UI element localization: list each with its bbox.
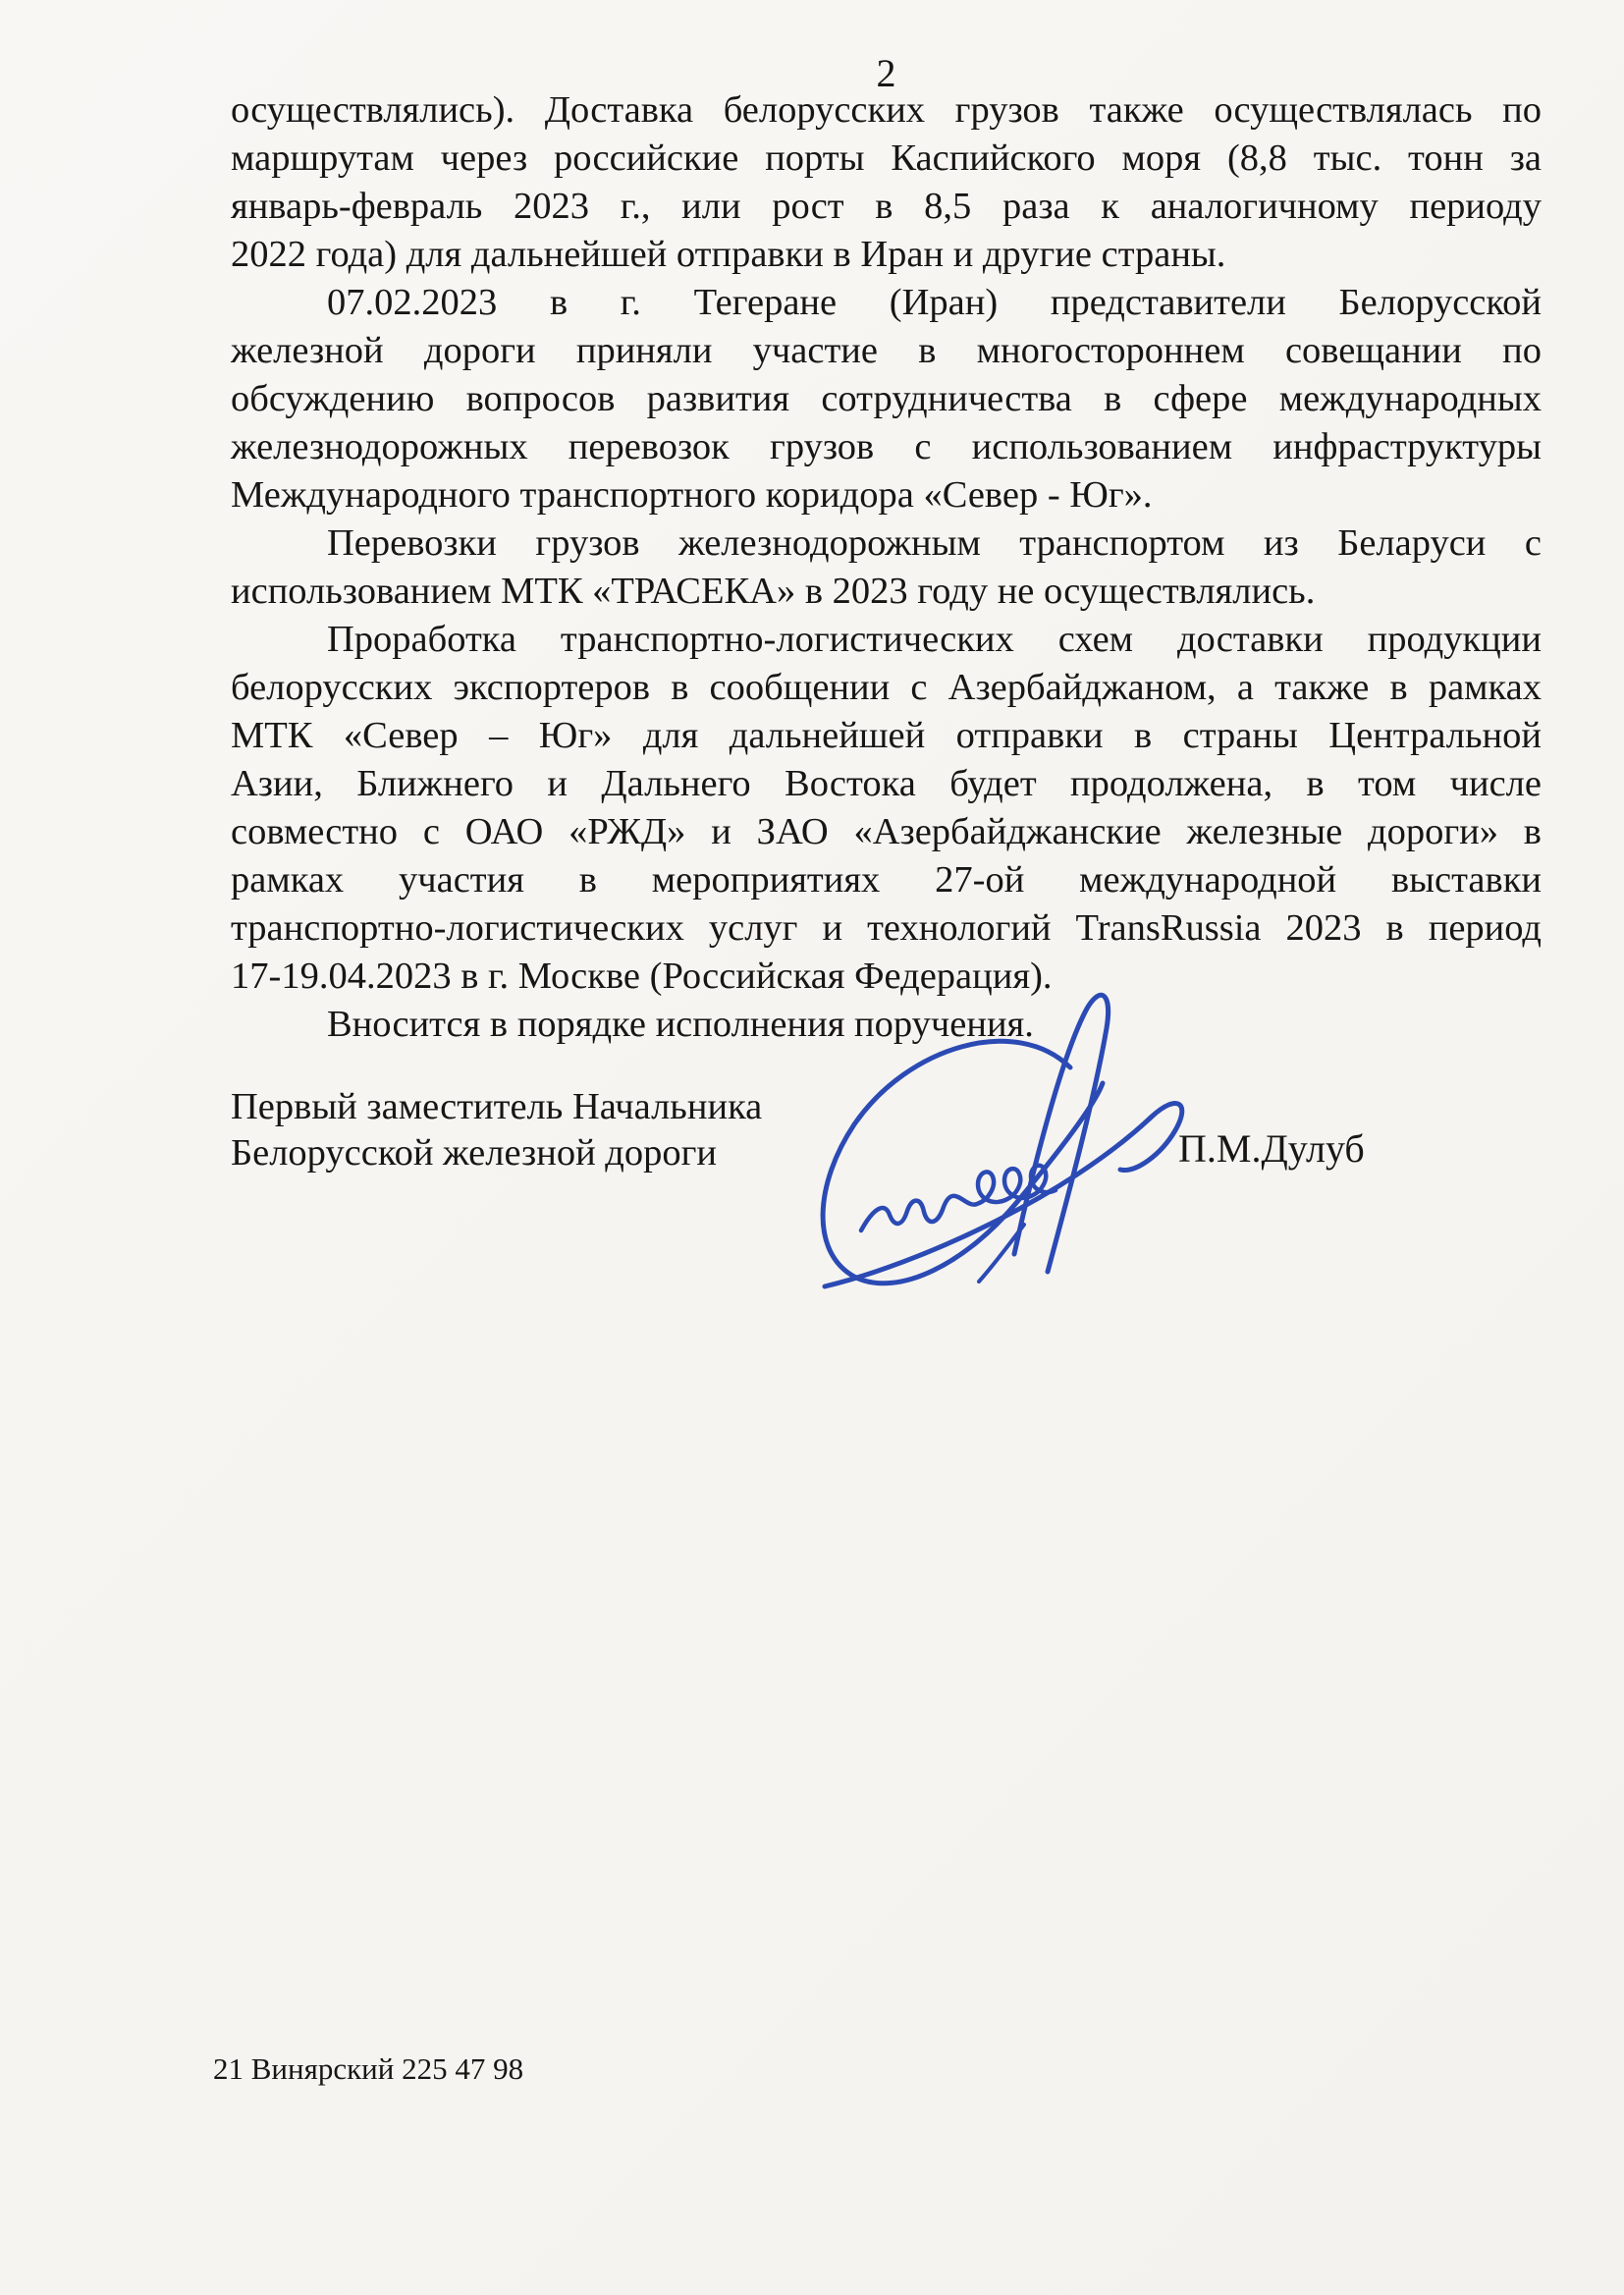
text-line: совместно с ОАО «РЖД» и ЗАО «Азербайджанские железные дороги» в [231, 811, 1542, 852]
signer-position-line-2: Белорусской железной дороги [231, 1132, 718, 1174]
text-line: Международного транспортного коридора «Север - Юг». [231, 474, 1153, 516]
text-line: железной дороги приняли участие в многостороннем совещании по [231, 330, 1542, 371]
text-line: 07.02.2023 в г. Тегеране (Иран) представители Белорусской [327, 282, 1542, 323]
text-line: Азии, Ближнего и Дальнего Востока будет продолжена, в том числе [231, 763, 1542, 804]
signer-position-line-1: Первый заместитель Начальника [231, 1086, 763, 1127]
text-line: белорусских экспортеров в сообщении с Азербайджаном, а также в рамках [231, 667, 1542, 708]
text-line: маршрутам через российские порты Каспийского моря (8,8 тыс. тонн за [231, 137, 1542, 179]
signature-ink-icon [771, 977, 1203, 1301]
text-line: МТК «Север – Юг» для дальнейшей отправки в страны Центральной [231, 715, 1542, 756]
text-line: Перевозки грузов железнодорожным транспортом из Беларуси с [327, 522, 1542, 564]
text-line: осуществлялись). Доставка белорусских грузов также осуществлялась по [231, 89, 1542, 131]
text-line: 17-19.04.2023 в г. Москве (Российская Федерация). [231, 956, 1053, 997]
page-number: 2 [876, 51, 896, 95]
text-line: Проработка транспортно-логистических схем доставки продукции [327, 619, 1542, 660]
text-line: Вносится в порядке исполнения поручения. [327, 1004, 1034, 1045]
text-line: 2022 года) для дальнейшей отправки в Иран и другие страны. [231, 234, 1226, 275]
footer-note: 21 Винярский 225 47 98 [213, 2051, 524, 2086]
text-line: транспортно-логистических услуг и технологий TransRussia 2023 в период [231, 907, 1542, 949]
text-line: железнодорожных перевозок грузов с использованием инфраструктуры [231, 426, 1542, 467]
body-text [231, 86, 1542, 1049]
text-line: обсуждению вопросов развития сотрудничества в сфере международных [231, 378, 1542, 419]
text-line: январь-февраль 2023 г., или рост в 8,5 раза к аналогичному периоду [231, 186, 1542, 227]
text-line: использованием МТК «ТРАСЕКА» в 2023 году не осуществлялись. [231, 571, 1316, 612]
signer-name: П.М.Дулуб [1178, 1126, 1365, 1171]
text-line: рамках участия в мероприятиях 27-ой международной выставки [231, 859, 1542, 901]
